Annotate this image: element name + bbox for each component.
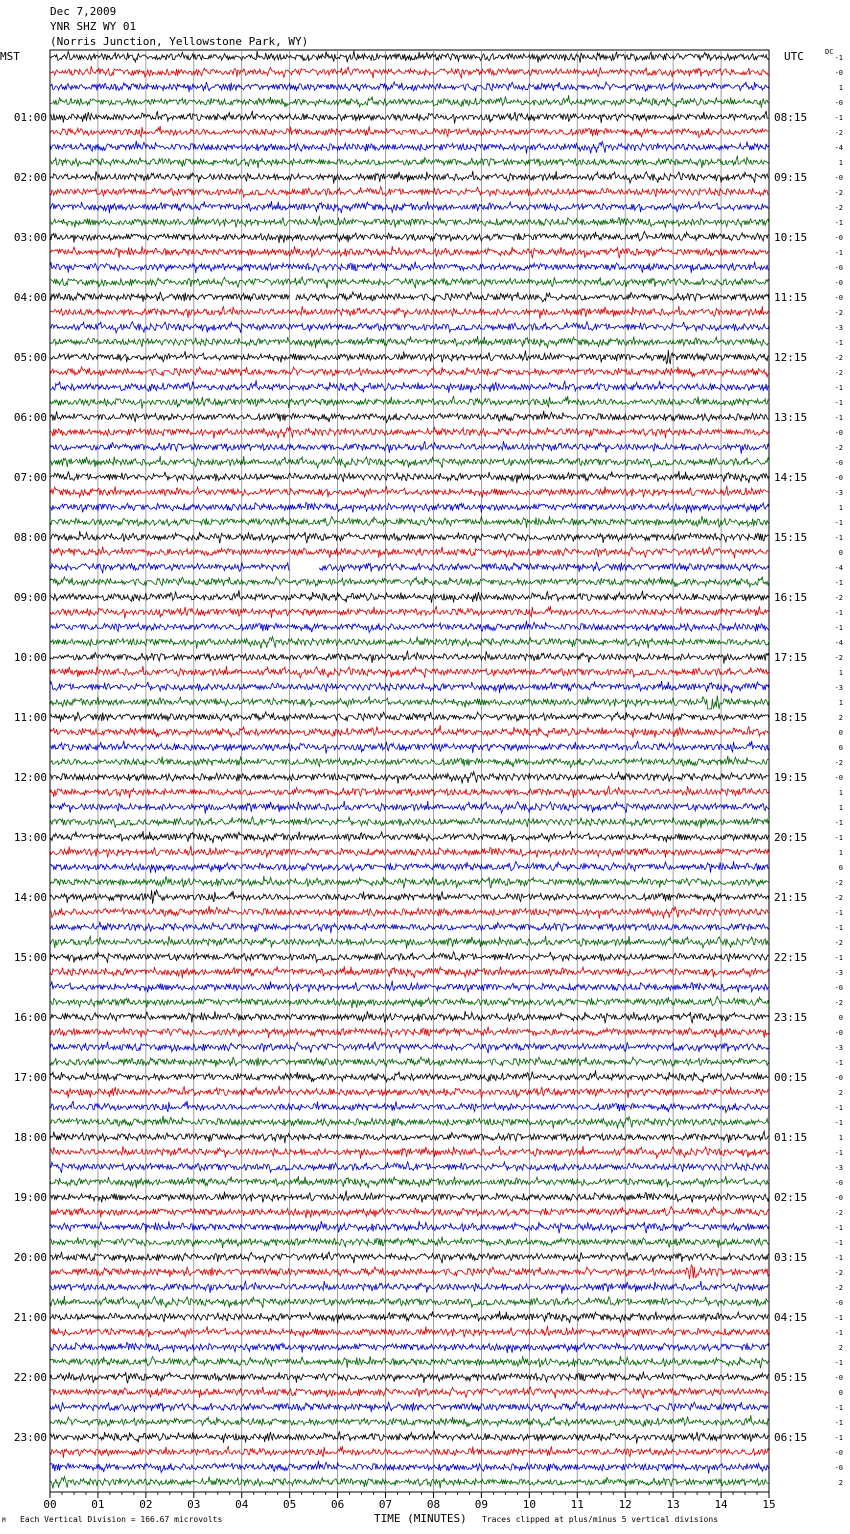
utc-hour-label: 17:15 (774, 651, 808, 664)
trace-row (50, 1326, 769, 1338)
dc-offset-label: -2 (834, 894, 843, 902)
dc-offset-label: -1 (834, 1434, 843, 1442)
trace-row (50, 216, 769, 228)
trace-row (50, 1237, 769, 1248)
trace-row (50, 651, 769, 664)
dc-offset-label: -0 (834, 294, 843, 302)
trace-row (50, 936, 769, 949)
corner-mark: M (2, 1517, 6, 1524)
x-tick-label: 00 (43, 1498, 57, 1511)
utc-hour-label: 18:15 (774, 711, 808, 724)
trace-row (50, 292, 769, 302)
dc-offset-label: -2 (834, 129, 843, 137)
trace-row (50, 427, 769, 439)
dc-offset-label: -2 (834, 759, 843, 767)
dc-offset-label: -1 (834, 1419, 843, 1427)
dc-offset-label: -0 (834, 429, 843, 437)
trace-row (50, 306, 769, 319)
mst-hour-label: 11:00 (13, 711, 47, 724)
dc-offset-label: -2 (834, 444, 843, 452)
mst-hour-label: 06:00 (13, 411, 47, 424)
x-tick-label: 11 (570, 1498, 584, 1511)
right-zone-label: UTC (784, 50, 804, 63)
dc-offset-label: -1 (834, 114, 843, 122)
dc-offset-label: 1 (838, 84, 843, 92)
trace-row (50, 1402, 769, 1412)
trace-row (50, 336, 769, 348)
header-date: Dec 7,2009 (50, 5, 117, 18)
trace-row (50, 696, 769, 710)
dc-offset-label: -1 (834, 1059, 843, 1067)
utc-hour-label: 10:15 (774, 231, 808, 244)
dc-offset-label: -2 (834, 204, 843, 212)
trace-row (50, 1027, 769, 1038)
dc-offset-label: 2 (838, 1344, 843, 1352)
mst-hour-label: 16:00 (13, 1011, 47, 1024)
dc-offset-label: -1 (834, 1104, 843, 1112)
dc-offset-label: -1 (834, 384, 843, 392)
dc-offset-label: -0 (834, 1179, 843, 1187)
trace-row (50, 1252, 769, 1264)
x-tick-label: 15 (762, 1498, 776, 1511)
trace-row (50, 1116, 769, 1129)
trace-row (50, 277, 769, 288)
utc-hour-label: 02:15 (774, 1191, 808, 1204)
trace-row (50, 1372, 769, 1384)
mst-hour-label: 23:00 (13, 1431, 47, 1444)
dc-offset-label: 0 (838, 744, 843, 752)
trace-row (50, 997, 769, 1009)
dc-offset-label: -0 (834, 474, 843, 482)
dc-offset-label: 1 (838, 504, 843, 512)
dc-offset-label: -1 (834, 1329, 843, 1337)
dc-offset-label: -1 (834, 1404, 843, 1412)
trace-row (50, 1387, 769, 1399)
trace-row (50, 621, 769, 633)
trace-row (50, 1042, 769, 1054)
dc-offset-label: -1 (834, 954, 843, 962)
trace-row (50, 1176, 769, 1188)
trace-row (50, 232, 769, 244)
dc-offset-label: -2 (834, 309, 843, 317)
x-tick-label: 02 (139, 1498, 153, 1511)
mst-hour-label: 15:00 (13, 951, 47, 964)
utc-hour-label: 20:15 (774, 831, 808, 844)
x-tick-label: 06 (330, 1498, 345, 1511)
dc-label: DC (825, 48, 834, 56)
dc-offset-label: 2 (838, 1479, 843, 1487)
dc-offset-label: -3 (834, 1164, 843, 1172)
utc-hour-label: 08:15 (774, 111, 808, 124)
dc-offset-label: -2 (834, 1209, 843, 1217)
dc-offset-label: 1 (838, 789, 843, 797)
trace-row (50, 741, 769, 754)
dc-offset-label: -3 (834, 489, 843, 497)
trace-row (50, 1101, 769, 1113)
dc-offset-label: -1 (834, 1314, 843, 1322)
trace-row (50, 1477, 769, 1489)
trace-row (50, 531, 769, 543)
mst-hour-label: 04:00 (13, 291, 47, 304)
utc-hour-label: 13:15 (774, 411, 808, 424)
dc-offset-label: -2 (834, 594, 843, 602)
x-tick-label: 03 (187, 1498, 201, 1511)
mst-hour-label: 21:00 (13, 1311, 47, 1324)
mst-hour-label: 05:00 (13, 351, 47, 364)
x-axis-title: TIME (MINUTES) (374, 1512, 467, 1525)
utc-hour-label: 00:15 (774, 1071, 808, 1084)
dc-offset-label: -1 (834, 834, 843, 842)
trace-row (50, 1207, 769, 1219)
header-location: (Norris Junction, Yellowstone Park, WY) (50, 35, 309, 48)
utc-hour-label: 16:15 (774, 591, 808, 604)
x-tick-label: 10 (522, 1498, 536, 1511)
dc-offset-label: -1 (834, 1149, 843, 1157)
mst-hour-label: 14:00 (13, 891, 47, 904)
dc-offset-label: -1 (834, 534, 843, 542)
utc-hour-label: 15:15 (774, 531, 808, 544)
trace-row (50, 380, 769, 393)
trace-row (50, 156, 769, 168)
dc-offset-label: -4 (834, 144, 843, 152)
trace-row (50, 876, 769, 888)
trace-row (50, 516, 769, 528)
axis-labels (14, 54, 843, 1511)
dc-offset-label: 1 (838, 1134, 843, 1142)
dc-offset-label: -1 (834, 399, 843, 407)
dc-offset-label: -1 (834, 54, 843, 62)
mst-hour-label: 13:00 (13, 831, 47, 844)
dc-offset-label: -0 (834, 1029, 843, 1037)
trace-row (50, 1343, 769, 1353)
dc-offset-label: -0 (834, 99, 843, 107)
dc-offset-label: 1 (838, 804, 843, 812)
dc-offset-label: -0 (834, 279, 843, 287)
trace-row (50, 890, 769, 904)
utc-hour-label: 23:15 (774, 1011, 808, 1024)
utc-hour-label: 22:15 (774, 951, 808, 964)
dc-offset-label: -0 (834, 69, 843, 77)
trace-row (50, 1162, 769, 1173)
utc-hour-label: 14:15 (774, 471, 808, 484)
trace-row (50, 1415, 769, 1427)
trace-row (50, 637, 769, 649)
dc-offset-label: -2 (834, 1269, 843, 1277)
seismic-traces (50, 51, 769, 1489)
header-station: YNR SHZ WY 01 (50, 20, 137, 33)
mst-hour-label: 12:00 (13, 771, 47, 784)
mst-hour-label: 09:00 (13, 591, 47, 604)
dc-offset-label: -1 (834, 579, 843, 587)
mst-hour-label: 10:00 (13, 651, 47, 664)
mst-hour-label: 08:00 (13, 531, 47, 544)
left-zone-label: MST (0, 50, 20, 63)
mst-hour-label: 22:00 (13, 1371, 47, 1384)
trace-row (50, 1356, 769, 1368)
mst-hour-label: 19:00 (13, 1191, 47, 1204)
dc-offset-label: -0 (834, 234, 843, 242)
scale-note: Each Vertical Division = 166.67 microvolts (20, 1515, 223, 1524)
trace-row (50, 1446, 769, 1458)
trace-row (50, 82, 769, 92)
x-tick-label: 05 (283, 1498, 297, 1511)
trace-row (50, 1296, 769, 1308)
dc-offset-label: -1 (834, 1254, 843, 1262)
trace-row (50, 981, 769, 993)
trace-row (50, 681, 769, 693)
trace-row (50, 1461, 769, 1474)
trace-row (50, 1070, 769, 1082)
utc-hour-label: 06:15 (774, 1431, 808, 1444)
trace-row (50, 831, 769, 843)
trace-row (50, 322, 769, 333)
trace-row (50, 577, 769, 588)
utc-hour-label: 03:15 (774, 1251, 808, 1264)
trace-row (50, 861, 769, 873)
trace-row (50, 952, 769, 963)
utc-hour-label: 09:15 (774, 171, 808, 184)
x-tick-label: 12 (618, 1498, 632, 1511)
utc-hour-label: 01:15 (774, 1131, 808, 1144)
x-tick-label: 01 (91, 1498, 105, 1511)
dc-offset-label: -2 (834, 1284, 843, 1292)
dc-offset-label: 0 (838, 549, 843, 557)
dc-offset-label: -0 (834, 264, 843, 272)
dc-offset-label: -2 (834, 189, 843, 197)
trace-row (50, 966, 769, 978)
utc-hour-label: 11:15 (774, 291, 808, 304)
clip-note: Traces clipped at plus/minus 5 vertical divisions (482, 1515, 719, 1524)
dc-offset-label: -1 (834, 1239, 843, 1247)
trace-row (50, 1281, 769, 1294)
trace-row (50, 471, 769, 483)
dc-offset-label: -3 (834, 684, 843, 692)
dc-offset-label: -0 (834, 1464, 843, 1472)
trace-row (50, 666, 769, 678)
dc-offset-label: -0 (834, 1194, 843, 1202)
dc-offset-label: -1 (834, 609, 843, 617)
trace-row (50, 906, 769, 919)
mst-hour-label: 02:00 (13, 171, 47, 184)
dc-offset-label: -1 (834, 339, 843, 347)
trace-row (50, 126, 769, 138)
dc-offset-label: 0 (838, 1014, 843, 1022)
trace-row (50, 187, 769, 197)
trace-row (50, 111, 769, 124)
dc-offset-label: -1 (834, 249, 843, 257)
trace-row (50, 801, 769, 814)
dc-offset-label: -4 (834, 564, 843, 572)
trace-row (50, 547, 769, 559)
trace-row (50, 772, 769, 784)
trace-row (50, 367, 769, 377)
dc-offset-label: -1 (834, 624, 843, 632)
dc-offset-label: -2 (834, 939, 843, 947)
dc-offset-label: -0 (834, 1374, 843, 1382)
utc-hour-label: 04:15 (774, 1311, 808, 1324)
trace-row (50, 1191, 769, 1203)
dc-offset-label: -0 (834, 774, 843, 782)
trace-row (50, 141, 769, 154)
dc-offset-label: -0 (834, 1299, 843, 1307)
dc-offset-label: 2 (838, 1089, 843, 1097)
trace-row (50, 201, 769, 213)
dc-offset-label: 1 (838, 849, 843, 857)
dc-offset-label: -1 (834, 219, 843, 227)
x-tick-label: 04 (235, 1498, 249, 1511)
dc-offset-label: -2 (834, 354, 843, 362)
trace-row (50, 1431, 769, 1444)
trace-row (50, 562, 769, 573)
trace-row (50, 712, 769, 722)
trace-row (50, 1146, 769, 1159)
dc-offset-label: -1 (834, 1359, 843, 1367)
utc-hour-label: 21:15 (774, 891, 808, 904)
trace-row (50, 486, 769, 498)
dc-offset-label: -2 (834, 999, 843, 1007)
dc-offset-label: -0 (834, 984, 843, 992)
trace-row (50, 1221, 769, 1233)
mst-hour-label: 07:00 (13, 471, 47, 484)
mst-hour-label: 17:00 (13, 1071, 47, 1084)
dc-offset-label: 1 (838, 159, 843, 167)
trace-row (50, 1311, 769, 1323)
trace-row (50, 456, 769, 468)
dc-offset-label: -2 (834, 369, 843, 377)
trace-row (50, 66, 769, 78)
trace-row (50, 786, 769, 798)
utc-hour-label: 19:15 (774, 771, 808, 784)
mst-hour-label: 03:00 (13, 231, 47, 244)
utc-hour-label: 12:15 (774, 351, 808, 364)
trace-row (50, 396, 769, 409)
x-tick-label: 07 (378, 1498, 393, 1511)
trace-row (50, 171, 769, 184)
dc-offset-label: -1 (834, 909, 843, 917)
trace-row (50, 1086, 769, 1099)
dc-offset-label: 1 (838, 699, 843, 707)
dc-offset-label: -0 (834, 1449, 843, 1457)
trace-row (50, 441, 769, 454)
dc-offset-label: -4 (834, 639, 843, 647)
trace-row (50, 817, 769, 828)
mst-hour-label: 20:00 (13, 1251, 47, 1264)
dc-offset-label: -3 (834, 324, 843, 332)
mst-hour-label: 18:00 (13, 1131, 47, 1144)
dc-offset-label: -1 (834, 1224, 843, 1232)
trace-row (50, 846, 769, 858)
dc-offset-label: -1 (834, 414, 843, 422)
utc-hour-label: 05:15 (774, 1371, 808, 1384)
x-tick-label: 14 (714, 1498, 728, 1511)
trace-row (50, 350, 769, 364)
trace-row (50, 1131, 769, 1143)
trace-row (50, 725, 769, 738)
trace-row (50, 1265, 769, 1279)
trace-row (50, 262, 769, 273)
x-tick-label: 08 (426, 1498, 441, 1511)
dc-offset-label: 1 (838, 669, 843, 677)
trace-row (50, 503, 769, 513)
dc-offset-label: 0 (838, 1389, 843, 1397)
dc-offset-label: 0 (838, 729, 843, 737)
dc-offset-label: -1 (834, 819, 843, 827)
trace-row (50, 51, 769, 63)
dc-offset-label: -2 (834, 654, 843, 662)
trace-row (50, 590, 769, 603)
dc-offset-label: -3 (834, 969, 843, 977)
trace-row (50, 756, 769, 768)
dc-offset-label: 0 (838, 864, 843, 872)
dc-offset-label: 2 (838, 714, 843, 722)
dc-offset-label: -3 (834, 1044, 843, 1052)
dc-offset-label: -1 (834, 924, 843, 932)
trace-row (50, 1011, 769, 1023)
trace-row (50, 246, 769, 258)
dc-offset-label: -0 (834, 174, 843, 182)
trace-row (50, 922, 769, 934)
x-tick-label: 13 (666, 1498, 680, 1511)
dc-offset-label: -1 (834, 1119, 843, 1127)
trace-row (50, 1057, 769, 1067)
trace-row (50, 95, 769, 108)
trace-row (50, 606, 769, 619)
dc-offset-label: -0 (834, 1074, 843, 1082)
trace-row (50, 411, 769, 423)
dc-offset-label: -0 (834, 459, 843, 467)
x-tick-label: 09 (474, 1498, 489, 1511)
dc-offset-label: -1 (834, 519, 843, 527)
dc-offset-label: -2 (834, 879, 843, 887)
mst-hour-label: 01:00 (13, 111, 47, 124)
